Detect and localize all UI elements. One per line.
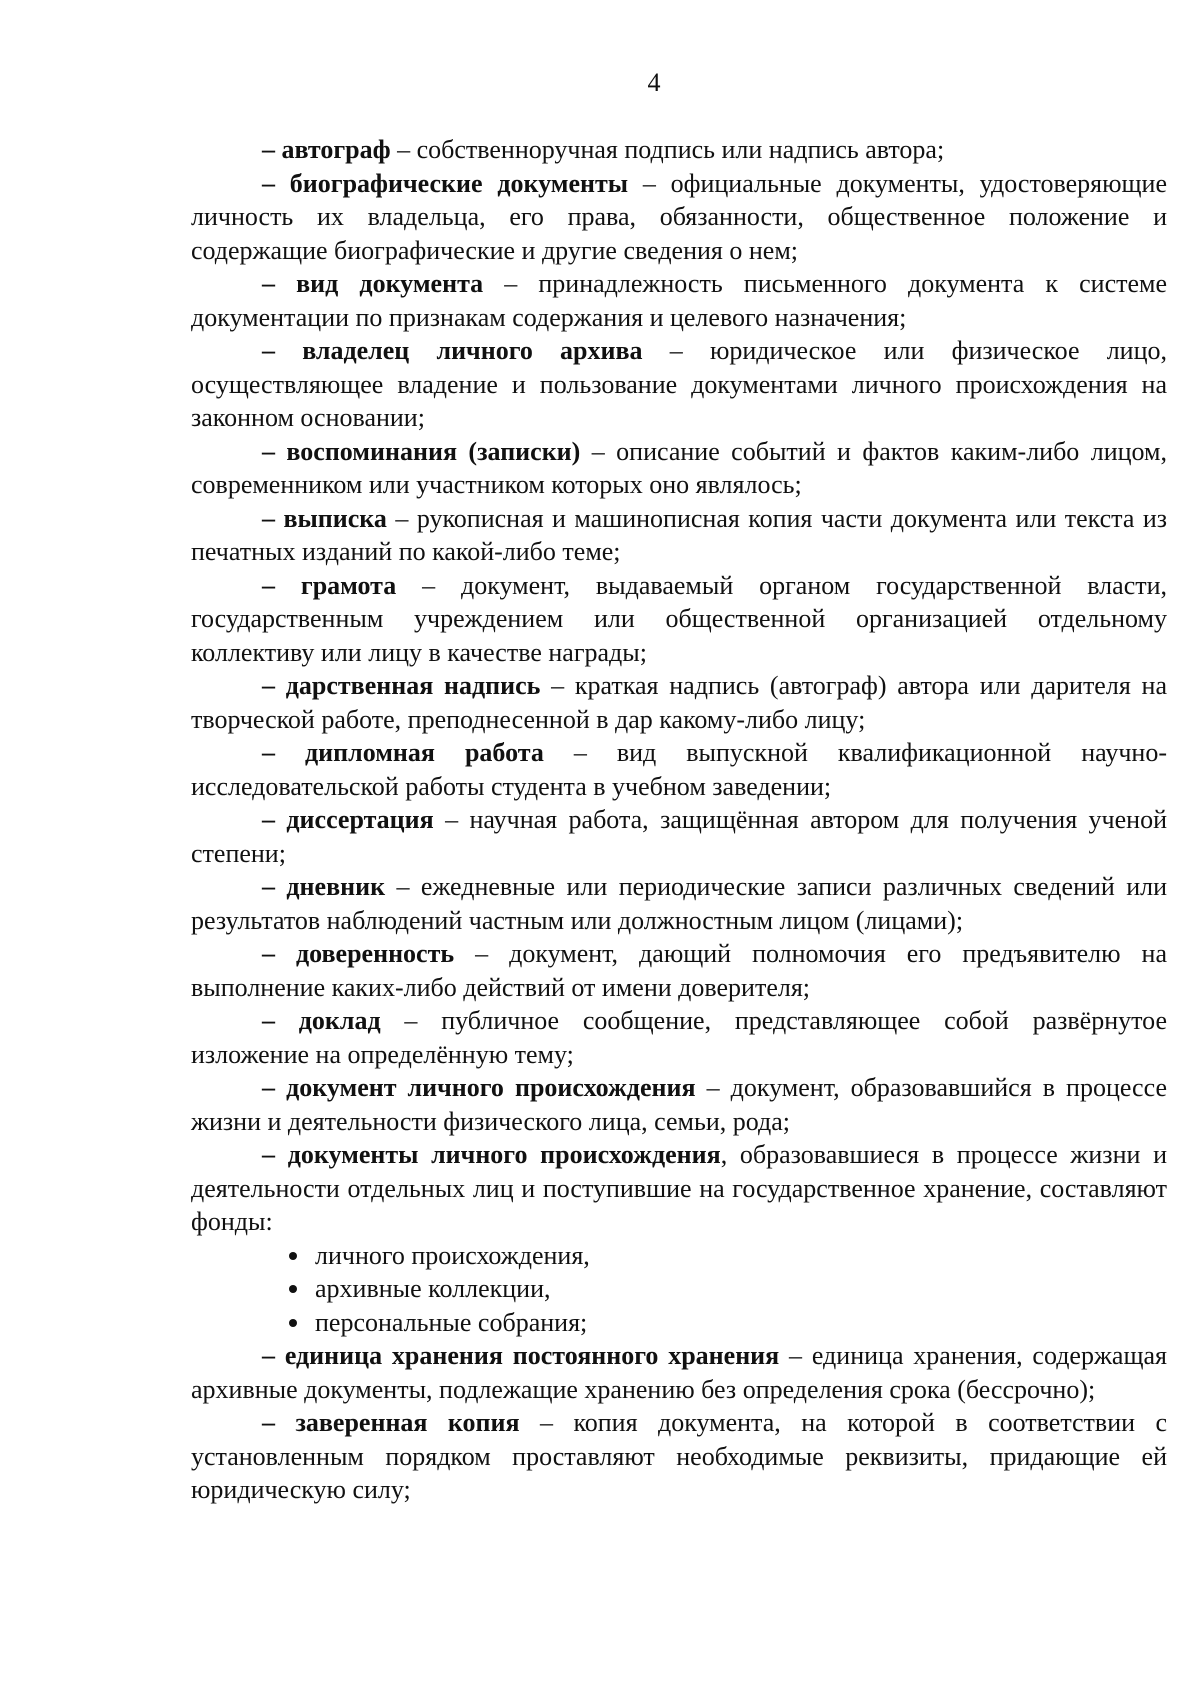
glossary-definition: , образовавшиеся в процессе жизни и деятельности отдельных лиц и поступившие на государственное хранение, составляют фонды: (191, 1140, 1167, 1236)
glossary-definition: – научная работа, защищённая автором для получения ученой степени; (191, 805, 1168, 868)
glossary-entry (191, 1071, 1167, 1138)
entry-dash: – (262, 436, 275, 466)
glossary-definition: – собственноручная подпись или надпись автора; (390, 135, 945, 164)
glossary-entry (191, 133, 1167, 167)
glossary-term: грамота (300, 570, 397, 600)
glossary-entry (191, 1138, 1167, 1239)
glossary-definition: – единица хранения, содержащая архивные документы, подлежащие хранению без определения срока (бессрочно); (191, 1341, 1167, 1404)
entry-dash: – (262, 1341, 275, 1370)
bullet-icon (289, 1285, 297, 1293)
entry-dash: – (262, 872, 275, 901)
glossary-entry (191, 435, 1167, 502)
entry-dash: – (262, 135, 275, 164)
glossary-definition: – публичное сообщение, представляющее собой развёрнутое изложение на определённую тему; (191, 1006, 1167, 1069)
bullet-icon (289, 1252, 297, 1260)
glossary-definition: – официальные документы, удостоверяющие личность их владельца, его права, обязанности, общественное положение и содержащие биографические и другие сведения о нем; (191, 168, 1167, 265)
glossary-term: автограф (281, 135, 391, 164)
entry-dash: – (262, 1073, 275, 1102)
glossary-definition: – краткая надпись (автограф) автора или дарителя на творческой работе, преподнесенной в дар какому-либо лицу; (191, 671, 1167, 734)
glossary-term: дипломная работа (305, 738, 544, 767)
glossary-content (191, 133, 1167, 1507)
page-number: 4 (647, 68, 661, 97)
list-item (289, 1306, 1167, 1340)
glossary-entry (191, 334, 1167, 435)
entry-dash: – (262, 1140, 275, 1169)
entry-dash: – (262, 805, 275, 834)
entry-dash: – (262, 168, 275, 198)
entry-dash: – (262, 570, 275, 600)
glossary-term: доклад (298, 1006, 381, 1035)
glossary-term: доверенность (296, 939, 455, 968)
glossary-term: выписка (283, 503, 387, 533)
glossary-term: дарственная надпись (285, 671, 541, 700)
glossary-definition: – документ, дающий полномочия его предъявителю на выполнение каких-либо действий от имени доверителя; (191, 939, 1167, 1002)
glossary-definition: – принадлежность письменного документа к системе документации по признакам содержания и целевого назначения; (191, 269, 1168, 332)
glossary-term: заверенная копия (295, 1408, 520, 1437)
entry-dash: – (262, 1006, 275, 1035)
glossary-term: вид документа (296, 269, 484, 298)
entry-dash: – (262, 503, 275, 533)
list-item-text: архивные коллекции, (315, 1274, 551, 1303)
glossary-term: диссертация (286, 805, 434, 834)
glossary-entry (191, 569, 1167, 670)
glossary-entry (191, 669, 1167, 736)
glossary-entry (191, 1406, 1167, 1507)
entry-dash: – (262, 336, 275, 365)
glossary-term: документ личного происхождения (286, 1073, 696, 1102)
glossary-entries-continued (191, 1339, 1167, 1507)
glossary-term: воспоминания (записки) (286, 436, 581, 466)
glossary-definition: – вид выпускной квалификационной научно-исследовательской работы студента в учебном заведении; (191, 738, 1167, 801)
glossary-definition: – копия документа, на которой в соответствии с установленным порядком проставляют необходимые реквизиты, придающие ей юридическую силу; (191, 1408, 1167, 1504)
entry-dash: – (262, 671, 275, 700)
glossary-definition: – документ, образовавшийся в процессе жизни и деятельности физического лица, семьи, рода; (191, 1073, 1167, 1136)
list-item (289, 1272, 1167, 1306)
glossary-term: биографические документы (289, 168, 629, 198)
glossary-term: владелец личного архива (302, 336, 643, 365)
glossary-entry (191, 870, 1167, 937)
glossary-definition: – рукописная и машинописная копия части документа или текста из печатных изданий по какой-либо теме; (191, 503, 1168, 566)
entry-dash: – (262, 269, 275, 298)
glossary-definition: – документ, выдаваемый органом государственной власти, государственным учреждением или общественной организацией отдельному коллективу или лицу в качестве награды; (191, 570, 1168, 667)
glossary-entries (191, 133, 1167, 1239)
list-item (289, 1239, 1167, 1273)
entry-dash: – (262, 1408, 275, 1437)
glossary-entry (191, 1339, 1167, 1406)
bullet-icon (289, 1319, 297, 1327)
glossary-definition: – ежедневные или периодические записи различных сведений или результатов наблюдений частным или должностным лицом (лицами); (191, 872, 1168, 935)
glossary-term: документы личного происхождения (287, 1140, 721, 1169)
list-item-text: личного происхождения, (315, 1240, 590, 1270)
glossary-entry (191, 1004, 1167, 1071)
glossary-entry (191, 937, 1167, 1004)
glossary-entry (191, 502, 1167, 569)
glossary-term: дневник (286, 872, 386, 901)
glossary-term: единица хранения постоянного хранения (284, 1341, 780, 1370)
glossary-definition: – юридическое или физическое лицо, осуществляющее владение и пользование документами личного происхождения на законном основании; (191, 336, 1168, 432)
entry-dash: – (262, 939, 275, 968)
glossary-entry (191, 736, 1167, 803)
list-item-text: персональные собрания; (315, 1307, 588, 1337)
glossary-entry (191, 167, 1167, 268)
glossary-definition: – описание событий и фактов каким-либо лицом, современником или участником которых оно являлось; (191, 436, 1167, 499)
glossary-entry (191, 803, 1167, 870)
glossary-entry (191, 267, 1167, 334)
entry-dash: – (262, 738, 275, 767)
fund-types-list (191, 1239, 1167, 1340)
